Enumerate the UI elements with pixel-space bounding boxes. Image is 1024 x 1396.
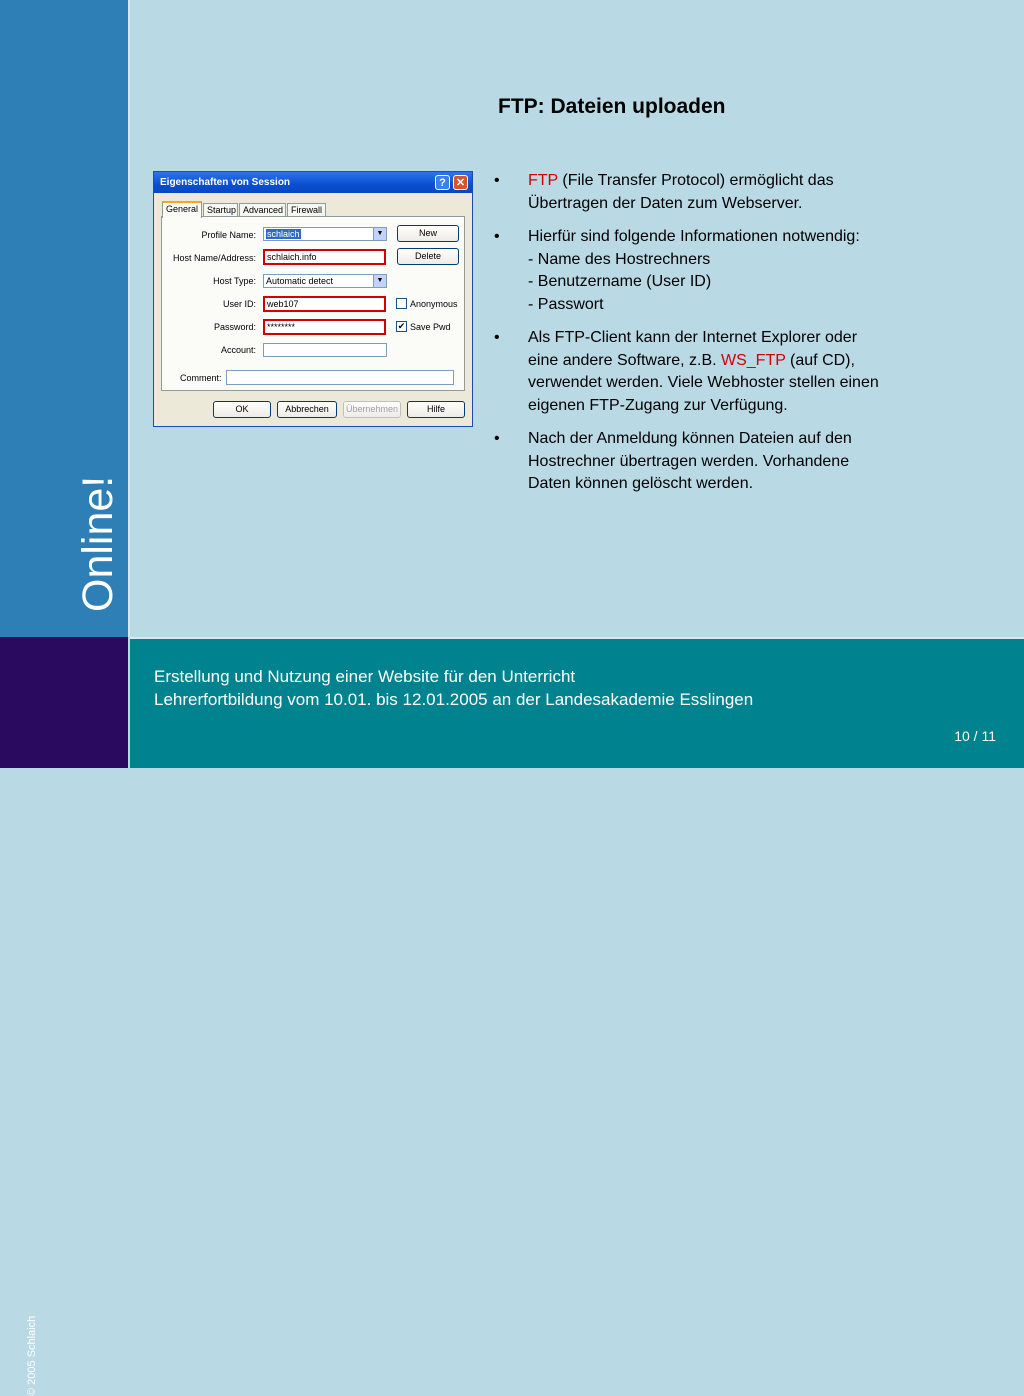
chevron-down-icon[interactable]: ▼ [373,275,386,287]
bullet-line: verwendet werden. Viele Webhoster stellen einen [528,374,879,391]
password-input[interactable]: ******** [263,319,386,335]
tab-startup[interactable]: Startup [203,203,238,217]
save-pwd-checkbox[interactable] [396,321,407,332]
bullet-line: eigenen FTP-Zugang zur Verfügung. [528,396,788,414]
sidebar [0,0,130,637]
slide-title: FTP: Dateien uploaden [498,95,726,118]
bullet-marker: • [494,430,500,447]
profile-name-value: schlaich [267,229,300,239]
footer-line-2: Lehrerfortbildung vom 10.01. bis 12.01.2005 an der Landesakademie Esslingen [154,690,754,709]
user-id-input[interactable]: web107 [263,296,386,312]
apply-button: Übernehmen [343,401,401,418]
tab-advanced[interactable]: Advanced [239,203,286,217]
highlighted-term: FTP [528,172,558,189]
session-properties-dialog [153,171,473,427]
comment-input[interactable] [226,370,454,385]
ok-button[interactable]: OK [213,401,271,418]
host-type-value: Automatic detect [266,276,334,286]
bullet-list [494,170,944,507]
account-input[interactable] [263,343,387,357]
bullet-marker: • [494,172,500,189]
profile-name-label: Profile Name: [201,230,256,240]
sidebar-title: Online! [74,475,122,612]
bullet-line: Nach der Anmeldung können Dateien auf den [528,430,852,447]
bullet-line: - Benutzername (User ID) [528,273,712,290]
bullet-line: eine andere Software, z.B. WS_FTP (auf CD), [528,351,855,369]
save-pwd-label: Save Pwd [410,322,451,332]
bullet-line: - Name des Hostrechners [528,250,711,268]
footer-line-1: Erstellung und Nutzung einer Website für den Unterricht [154,667,576,686]
bullet-item [494,226,944,316]
sidebar-footer [0,637,128,1396]
cancel-button[interactable]: Abbrechen [277,401,337,418]
page-number: 10 / 11 [954,728,996,744]
help-dialog-button[interactable]: Hilfe [407,401,465,418]
new-button[interactable]: New [397,225,459,242]
dialog-title: Eigenschaften von Session [160,177,291,188]
tab-general[interactable]: General [162,201,202,218]
profile-name-combo[interactable] [263,227,387,241]
bullet-line: Hierfür sind folgende Informationen notwendig: [528,228,860,245]
chevron-down-icon[interactable]: ▼ [373,228,386,240]
anonymous-checkbox[interactable] [396,298,407,309]
footer [130,637,1024,768]
tab-firewall[interactable]: Firewall [287,203,326,217]
password-label: Password: [213,322,256,332]
host-type-label: Host Type: [213,276,256,286]
bullet-line: FTP (File Transfer Protocol) ermöglicht das [528,172,834,189]
help-button[interactable]: ? [435,175,450,190]
bullet-line: Übertragen der Daten zum Webserver. [528,194,803,212]
user-id-label: User ID: [222,299,256,309]
copyright: © 2005 Schlaich [26,1315,38,1396]
bullet-marker: • [494,228,500,245]
account-label: Account: [220,345,256,355]
comment-label: Comment: [180,373,222,383]
bullet-line: Daten können gelöscht werden. [528,475,754,492]
bullet-line: Als FTP-Client kann der Internet Explorer oder [528,329,858,346]
bullet-item [494,170,944,215]
bullet-line: - Passwort [528,295,604,313]
bullet-line: Hostrechner übertragen werden. Vorhandene [528,452,850,470]
close-button[interactable]: ✕ [453,175,468,190]
anonymous-label: Anonymous [410,299,458,309]
highlighted-term: WS_FTP [721,351,786,369]
host-name-input[interactable]: schlaich.info [263,249,386,265]
bullet-item [494,327,944,417]
checkmark-icon: ✔ [397,321,406,331]
delete-button[interactable]: Delete [397,248,459,265]
dialog-titlebar[interactable] [154,172,472,193]
host-name-label: Host Name/Address: [172,253,256,263]
bullet-item [494,428,944,496]
bullet-marker: • [494,329,500,346]
host-type-combo[interactable] [263,274,387,288]
